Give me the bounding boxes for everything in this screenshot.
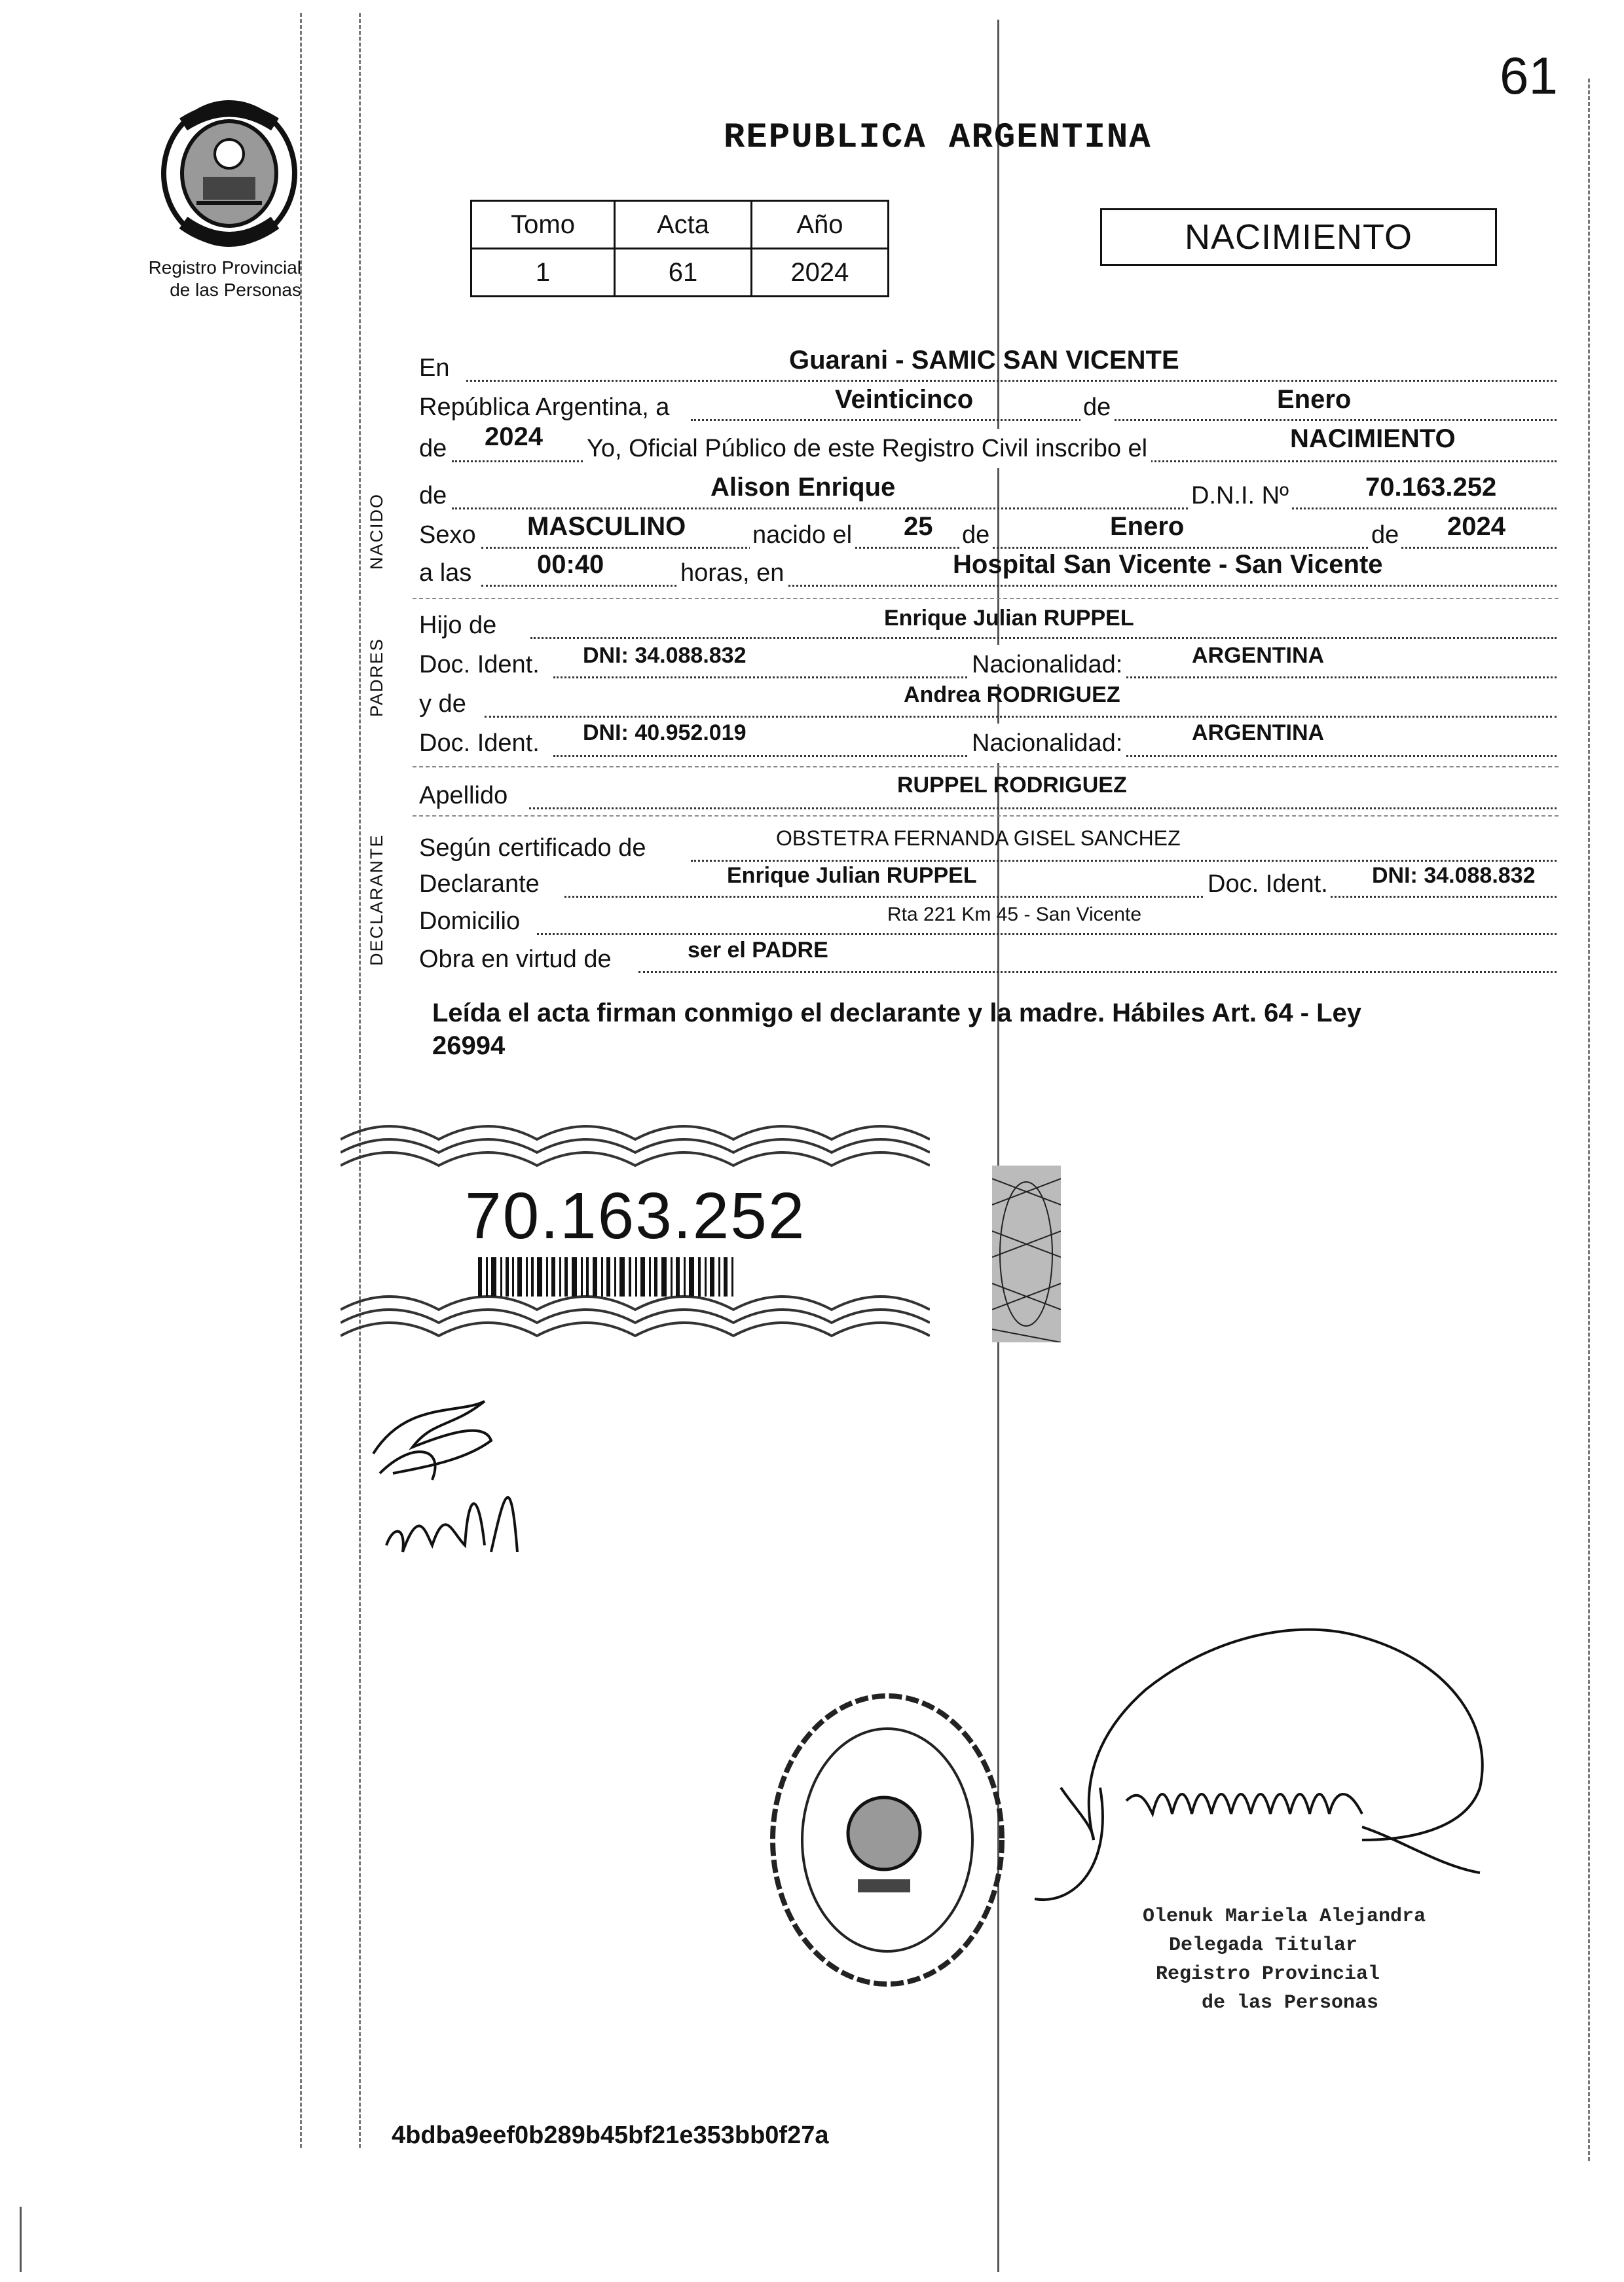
hologram-pattern-icon — [992, 1166, 1061, 1342]
record-table-cell: 1 — [471, 249, 615, 297]
father-nat-value: ARGENTINA — [1192, 643, 1325, 668]
republica-label: República Argentina, a — [419, 394, 670, 421]
record-table — [470, 200, 889, 297]
apellido-value: RUPPEL RODRIGUEZ — [897, 773, 1127, 798]
signature-scribble — [995, 1591, 1539, 1932]
oval-stamp-icon — [766, 1689, 1008, 1991]
record-table-header: Año — [751, 201, 888, 249]
hijo-label: Hijo de — [419, 612, 497, 639]
birth-de-label: de — [959, 515, 992, 555]
year-value: 2024 — [485, 422, 543, 451]
section-label-nacido: NACIDO — [367, 492, 386, 570]
day-value: Veinticinco — [835, 385, 974, 414]
place-value: Guarani - SAMIC SAN VICENTE — [789, 346, 1179, 375]
record-table-value-row — [471, 249, 889, 297]
certificate-value: OBSTETRA FERNANDA GISEL SANCHEZ — [776, 826, 1181, 850]
signature-scribble — [354, 1375, 563, 1585]
record-table-header-row — [471, 201, 889, 249]
closing-statement — [432, 997, 1559, 1062]
official-text: Yo, Oficial Público de este Registro Civil inscribo el — [583, 429, 1151, 468]
alas-label: a las — [419, 559, 472, 587]
de-year-label: de — [419, 435, 447, 462]
obra-label: Obra en virtud de — [419, 946, 612, 973]
declarant-label: Declarante — [419, 870, 540, 898]
left-margin-dashed-line-outer — [359, 13, 361, 2148]
left-margin-dashed-line — [300, 13, 302, 2148]
hologram-sticker — [992, 1166, 1061, 1342]
signer-registry-2: de las Personas — [1202, 1992, 1379, 2014]
en-label: En — [419, 354, 450, 382]
page-number: 61 — [1500, 46, 1558, 105]
birth-month-value: Enero — [1110, 512, 1185, 541]
declarant-signature — [354, 1375, 563, 1585]
signer-title: Delegada Titular — [1169, 1934, 1358, 1957]
mother-doc-label: Doc. Ident. — [419, 729, 540, 757]
record-table-cell: 61 — [615, 249, 752, 297]
name-value: Alison Enrique — [710, 473, 896, 502]
declarant-doc-label: Doc. Ident. — [1205, 864, 1331, 904]
signature-block — [1143, 1902, 1426, 2017]
registry-logo — [157, 98, 301, 249]
document-hash: 4bdba9eef0b289b45bf21e353bb0f27a — [392, 2122, 829, 2149]
section-label-declarante: DECLARANTE — [367, 834, 386, 966]
horas-label: horas, en — [678, 553, 786, 593]
country-title: REPUBLICA ARGENTINA — [724, 118, 1152, 158]
domicile-label: Domicilio — [419, 908, 521, 935]
right-margin-dashed-line — [1588, 79, 1590, 2161]
act-type-value: NACIMIENTO — [1290, 424, 1456, 453]
id-sticker — [341, 1113, 930, 1362]
nacido-label: nacido el — [750, 515, 855, 555]
birth-place-value: Hospital San Vicente - San Vicente — [953, 550, 1383, 579]
certificate-label: Según certificado de — [419, 834, 646, 862]
birth-day-value: 25 — [904, 512, 933, 541]
registry-line-2: de las Personas — [170, 280, 301, 300]
father-value: Enrique Julian RUPPEL — [884, 606, 1134, 631]
official-stamp — [766, 1689, 1008, 1991]
section-label-padres: PADRES — [367, 637, 386, 717]
record-table-cell: 2024 — [751, 249, 888, 297]
record-table-header: Acta — [615, 201, 752, 249]
apellido-label: Apellido — [419, 782, 508, 809]
section-separator — [413, 766, 1559, 767]
dni-value: 70.163.252 — [1365, 473, 1497, 502]
section-separator — [413, 598, 1559, 599]
birth-time-value: 00:40 — [537, 550, 604, 579]
closing-line-2: 26994 — [432, 1031, 506, 1060]
closing-line-1: Leída el acta firman conmigo el declarante y la madre. Hábiles Art. 64 - Ley — [432, 999, 1362, 1027]
domicile-value: Rta 221 Km 45 - San Vicente — [887, 904, 1142, 925]
yde-label: y de — [419, 690, 466, 718]
provincial-seal-icon — [157, 98, 301, 249]
registry-label — [111, 257, 301, 301]
dni-label: D.N.I. Nº — [1189, 476, 1291, 515]
registry-line-1: Registro Provincial — [148, 257, 301, 278]
signer-registry: Registro Provincial — [1156, 1963, 1380, 1985]
mother-nat-label: Nacionalidad: — [969, 724, 1125, 763]
father-nat-label: Nacionalidad: — [969, 645, 1125, 684]
official-signature — [995, 1591, 1539, 1932]
obra-value: ser el PADRE — [688, 938, 828, 963]
section-separator — [413, 815, 1559, 817]
birth-de-year-label: de — [1369, 515, 1401, 555]
mother-doc-value: DNI: 40.952.019 — [583, 720, 747, 745]
mother-nat-value: ARGENTINA — [1192, 720, 1325, 745]
de-label: de — [1080, 388, 1113, 427]
father-doc-label: Doc. Ident. — [419, 651, 540, 678]
sexo-value: MASCULINO — [527, 512, 686, 541]
name-label: de — [419, 482, 447, 509]
declarant-doc-value: DNI: 34.088.832 — [1372, 863, 1536, 888]
sticker-dni-number: 70.163.252 — [465, 1179, 806, 1253]
signer-name: Olenuk Mariela Alejandra — [1143, 1905, 1426, 1928]
record-table-header: Tomo — [471, 201, 615, 249]
bottom-left-mark — [20, 2207, 22, 2272]
record-type-box: NACIMIENTO — [1100, 208, 1497, 266]
mother-value: Andrea RODRIGUEZ — [904, 682, 1120, 707]
declarant-value: Enrique Julian RUPPEL — [727, 863, 977, 888]
birth-year-value: 2024 — [1447, 512, 1505, 541]
sexo-label: Sexo — [419, 521, 476, 549]
father-doc-value: DNI: 34.088.832 — [583, 643, 747, 668]
month-value: Enero — [1277, 385, 1352, 414]
